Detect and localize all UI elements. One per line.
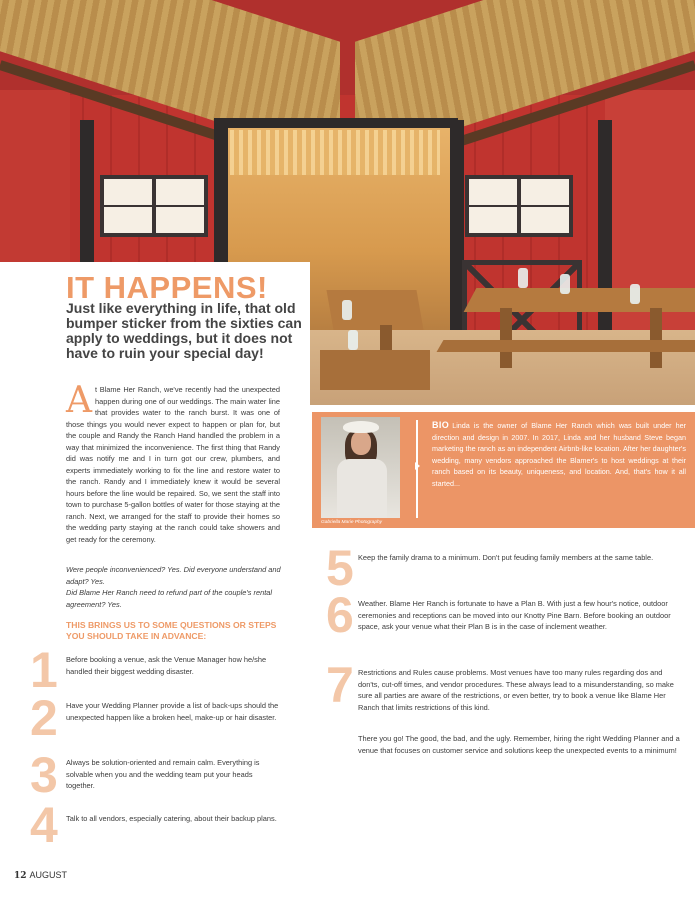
author-photo [321,417,400,518]
barn-window-right [465,175,573,237]
step-text: Talk to all vendors, especially catering, about their backup plans. [66,814,277,823]
step-text: Have your Wedding Planner provide a list of back-ups should the unexpected happen like a broken heel, make-up or hair disaster. [66,701,279,722]
string-lights [230,130,440,175]
step-number: 6 [326,587,354,643]
subheadline: Just like everything in life, that old bumper sticker from the sixties can apply to weddings, but it does not have to ruin your special day! [66,300,302,361]
table-bottle [342,300,352,320]
drop-cap: A [66,380,92,421]
section-heading: THIS BRINGS US TO SOME QUESTIONS OR STEPS YOU SHOULD TAKE IN ADVANCE: [66,620,277,641]
door-header [214,118,458,128]
step-number: 2 [30,690,58,746]
table-leg [650,308,662,368]
step-number: 7 [326,657,354,713]
bench [320,350,430,390]
qa-line: Were people inconvenienced? Yes. Did everyone understand and adapt? Yes. [66,565,281,586]
intro-paragraph [66,380,280,545]
bench [437,340,695,352]
page-number: 12 [14,871,27,881]
arrow-right-icon [415,462,420,470]
photo-hat [343,421,379,433]
headline: IT HAPPENS! [66,270,268,305]
step-text: Restrictions and Rules cause problems. Most venues have too many rules regarding dos and don'ts, cut-off times, and vendor procedures. These always lead to a misunderstanding, so make sure all parties are aware of the restrictions, or even better, try to book a venue like Blame Her Ranch that limits restrictions of this kind. [358,668,674,712]
table-bottle [630,284,640,304]
photo-credit: Gabriella Marie Photography [321,520,383,525]
step-text: Always be solution-oriented and remain calm. Everything is solvable when you and the wedding team put your heads together. [66,758,260,790]
step-text: Weather. Blame Her Ranch is fortunate to have a Plan B. With just a few hour's notice, outdoor ceremonies and receptions can be moved into our Knotty Pine Barn. Before booking an outdoor space, ask your venue what their Plan B is in the case of inclement weather. [358,599,671,631]
step-text: Keep the family drama to a minimum. Don't put feuding family members at the same table. [358,553,654,562]
page-folio [14,870,67,881]
bio-label: BIO [432,420,450,430]
step-number: 3 [30,747,58,803]
qa-line: Did Blame Her Ranch need to refund part of the couple's rental agreement? Yes. [66,588,273,609]
table-bottle [560,274,570,294]
intro-body: t Blame Her Ranch, we've recently had the unexpected happen during one of our weddings. The main water line that provides water to the ranch burst. It was one of those things you would never expect to happen or plan for, but the couple and Randy the Ranch Hand handled the problem in a way that minimized the inconvenience. The first thing that Randy did was notify me and I in turn got our crew, plumbers, and experts immediately working to fix the line and restore water to the ranch. Randy and I immediately knew it would be several hours before the line would be repaired. So, we sent the staff into town to purchase 5-gallon bottles of water for those staying at the ranch. Next, we arranged for the staff to provide their homes so the wedding party staying at the ranch could take showers and get ready for the ceremony. [66,385,280,544]
barn-window-left [100,175,208,237]
issue-month: AUGUST [29,870,68,880]
bio-body: Linda is the owner of Blame Her Ranch which was built under her direction and design in 2007. In 2017, Linda and her husband Steve began marketing the ranch as an independent Airbnb-like location. After her daughter's wedding, many vendors approached the Blamer's to host weddings at their ranch based on its beauty, uniqueness, and location. And, that's how it all started... [432,421,686,488]
table-leg [500,308,512,368]
table-bottle [518,268,528,288]
bio-text [432,420,686,490]
step-number: 5 [326,540,354,596]
step-number: 1 [30,642,58,698]
qa-block [66,564,286,610]
table-bottle [348,330,358,350]
step-number: 4 [30,797,58,853]
step-text: Before booking a venue, ask the Venue Manager how he/she handled their biggest wedding disaster. [66,655,267,676]
photo-coat [337,459,387,518]
photo-face [351,431,371,455]
closing-paragraph: There you go! The good, the bad, and the ugly. Remember, hiring the right Wedding Planner and a venue that focuses on customer service and solutions keep the unexpected events to a minimum! [358,734,680,755]
